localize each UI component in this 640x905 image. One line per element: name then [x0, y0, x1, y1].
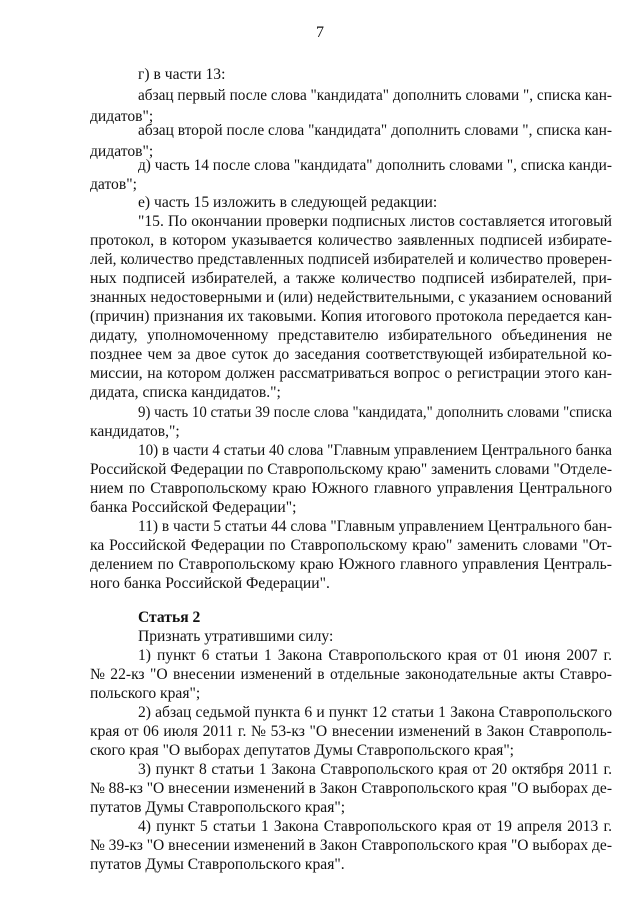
- text-line: № 39-кз "О внесении изменений в Закон Ставропольского края "О выборах де-: [90, 837, 612, 854]
- text-line: 9) часть 10 статьи 39 после слова "кандидата," дополнить словами "списка: [138, 404, 612, 421]
- text-line: 10) в части 4 статьи 40 слова "Главным управлением Центрального банка: [138, 442, 612, 459]
- text-line: ского края "О выборах депутатов Думы Ставропольского края";: [90, 742, 515, 759]
- text-line: нием по Ставропольскому краю Южного главного управления Центрального: [90, 480, 612, 497]
- text-line: ного банка Российской Федерации".: [90, 575, 330, 592]
- text-line: протокол, в котором указывается количество заявленных подписей избирате-: [90, 232, 612, 249]
- text-line: позднее чем за двое суток до заседания соответствующей избирательной ко-: [90, 346, 612, 363]
- text-line: 11) в части 5 статьи 44 слова "Главным управлением Центрального бан-: [138, 518, 612, 535]
- text-line: путатов Думы Ставропольского края".: [90, 856, 345, 873]
- text-line: 4) пункт 5 статьи 1 Закона Ставропольского края от 19 апреля 2013 г.: [138, 818, 612, 835]
- text-line: дидатов";: [90, 143, 154, 160]
- text-line: ных подписей избирателей, а также количество подписей избирателей, при-: [90, 270, 612, 287]
- text-line: дидатов";: [90, 108, 154, 125]
- text-line: дидата, списка кандидатов.";: [90, 384, 281, 401]
- text-line: края от 06 июля 2011 г. № 53-кз "О внесении изменений в Закон Ставрополь-: [90, 723, 612, 740]
- text-line: ка Российской Федерации по Ставропольскому краю" заменить словами "От-: [90, 537, 612, 554]
- text-line: абзац первый после слова "кандидата" дополнить словами ", списка кан-: [138, 87, 612, 104]
- text-line: Российской Федерации по Ставропольскому краю" заменить словами "Отделе-: [90, 461, 612, 478]
- text-line: банка Российской Федерации";: [90, 499, 297, 516]
- text-line: абзац второй после слова "кандидата" дополнить словами ", списка кан-: [138, 122, 612, 139]
- text-line: делением по Ставропольскому краю Южного главного управления Централь-: [90, 556, 612, 573]
- text-line: "15. По окончании проверки подписных листов составляется итоговый: [138, 213, 612, 230]
- text-line: датов";: [90, 176, 137, 193]
- text-line: д) часть 14 после слова "кандидата" дополнить словами ", списка канди-: [138, 157, 612, 174]
- text-line: 3) пункт 8 статьи 1 Закона Ставропольского края от 20 октября 2011 г.: [138, 761, 612, 778]
- text-line: е) часть 15 изложить в следующей редакции:: [138, 194, 438, 211]
- text-line: лей, количество представленных подписей избирателей и количество проверен-: [90, 251, 612, 268]
- text-line: дидату, уполномоченному представителю избирательного объединения не: [90, 327, 612, 344]
- text-line: (причин) признания их таковыми. Копия итогового протокола передается кан-: [90, 308, 612, 325]
- article-heading: Статья 2: [138, 609, 201, 626]
- page-number: 7: [316, 24, 324, 41]
- text-line: № 88-кз "О внесении изменений в Закон Ставропольского края "О выборах де-: [90, 780, 612, 797]
- text-line: миссии, на котором должен рассматриваться вопрос о регистрации этого кан-: [90, 365, 612, 382]
- text-line: знанных недостоверными и (или) недействительными, с указанием оснований: [90, 289, 612, 306]
- text-line: 2) абзац седьмой пункта 6 и пункт 12 статьи 1 Закона Ставропольского: [138, 704, 612, 721]
- text-line: 1) пункт 6 статьи 1 Закона Ставропольского края от 01 июня 2007 г.: [138, 647, 612, 664]
- text-line: польского края";: [90, 685, 201, 702]
- text-line: Признать утратившими силу:: [138, 628, 334, 645]
- text-line: г) в части 13:: [138, 66, 226, 83]
- text-line: № 22-кз "О внесении изменений в отдельные законодательные акты Ставро-: [90, 666, 612, 683]
- text-line: путатов Думы Ставропольского края";: [90, 799, 346, 816]
- text-line: кандидатов,";: [90, 423, 180, 440]
